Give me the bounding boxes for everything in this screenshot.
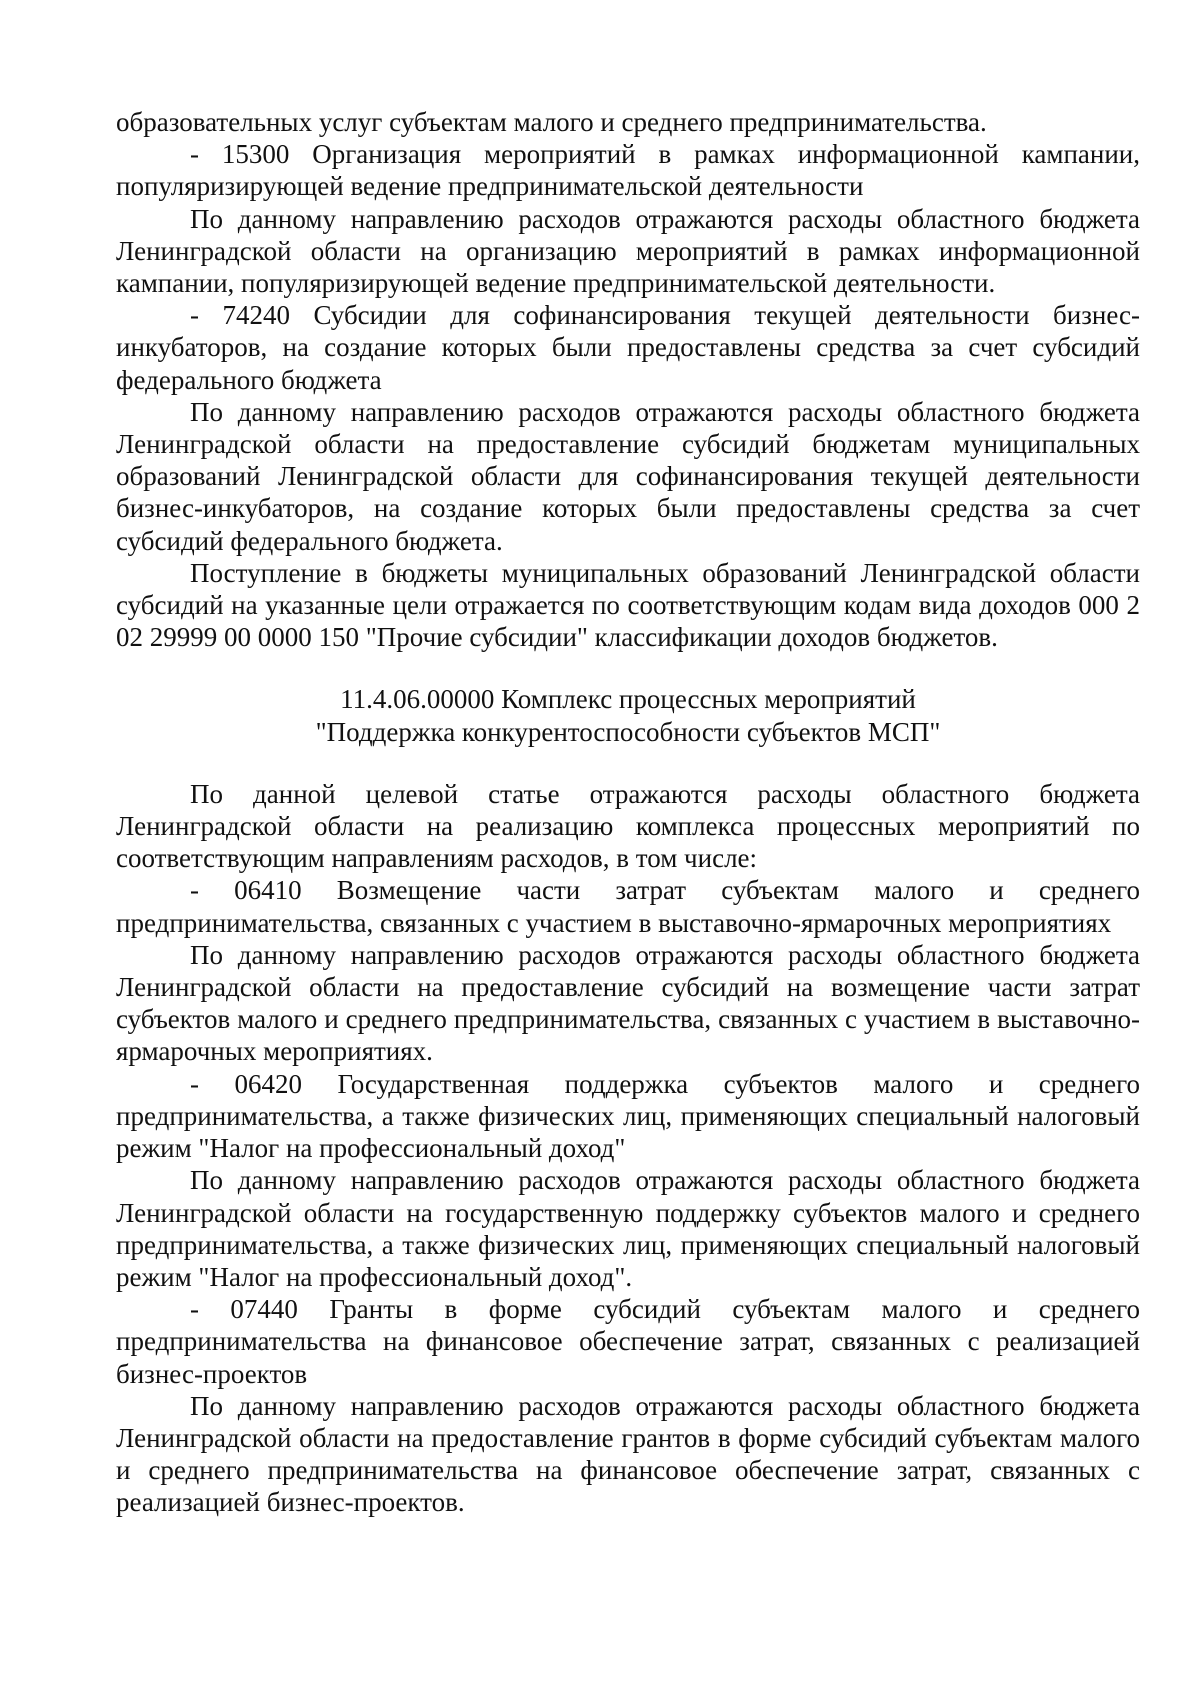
expense-item-74240: - 74240 Субсидии для софинансирования текущей деятельности бизнес-инкубаторов, на создание которых были предоставлены средства за счет субсидий федерального бюджета: [116, 300, 1140, 395]
expense-item-15300: - 15300 Организация мероприятий в рамках информационной кампании, популяризирующей ведение предпринимательской деятельности: [116, 139, 1140, 202]
expense-item-07440: - 07440 Гранты в форме субсидий субъектам малого и среднего предпринимательства на финансовое обеспечение затрат, связанных с реализацией бизнес-проектов: [116, 1294, 1140, 1389]
expense-description-06410: По данному направлению расходов отражаются расходы областного бюджета Ленинградской области на предоставление субсидий на возмещение части затрат субъектов малого и среднего предпринимательства, связанных с участием в выставочно-ярмарочных мероприятиях.: [116, 939, 1140, 1067]
expense-description-74240: По данному направлению расходов отражаются расходы областного бюджета Ленинградской области на предоставление субсидий бюджетам муниципальных образований Ленинградской области для софинансирования текущей деятельности бизнес-инкубаторов, на создание которых были предоставлены средства за счет субсидий федерального бюджета.: [116, 396, 1140, 556]
section-heading-code: 11.4.06.00000 Комплекс процессных мероприятий: [340, 684, 916, 715]
expense-description-15300: По данному направлению расходов отражаются расходы областного бюджета Ленинградской области на организацию мероприятий в рамках информационной кампании, популяризирующей ведение предпринимательской деятельности.: [116, 203, 1140, 299]
section-intro-paragraph: По данной целевой статье отражаются расходы областного бюджета Ленинградской области на реализацию комплекса процессных мероприятий по соответствующим направлениям расходов, в том числе:: [116, 778, 1140, 874]
revenue-note-paragraph: Поступление в бюджеты муниципальных образований Ленинградской области субсидий на указанные цели отражается по соответствующим кодам вида доходов 000 2 02 29999 00 0000 150 "Прочие субсидии" классификации доходов бюджетов.: [116, 557, 1140, 653]
section-heading-title: "Поддержка конкурентоспособности субъектов МСП": [315, 716, 941, 747]
document-page: [116, 106, 1140, 1519]
expense-item-06410: - 06410 Возмещение части затрат субъектам малого и среднего предпринимательства, связанных с участием в выставочно-ярмарочных мероприятиях: [116, 875, 1140, 938]
section-heading: [116, 683, 1140, 747]
paragraph-continuation: образовательных услуг субъектам малого и среднего предпринимательства.: [116, 107, 987, 137]
expense-description-06420: По данному направлению расходов отражаются расходы областного бюджета Ленинградской области на государственную поддержку субъектов малого и среднего предпринимательства, а также физических лиц, применяющих специальный налоговый режим "Налог на профессиональный доход".: [116, 1165, 1140, 1292]
expense-item-06420: - 06420 Государственная поддержка субъектов малого и среднего предпринимательства, а также физических лиц, применяющих специальный налоговый режим "Налог на профессиональный доход": [116, 1068, 1140, 1164]
expense-description-07440: По данному направлению расходов отражаются расходы областного бюджета Ленинградской области на предоставление грантов в форме субсидий субъектам малого и среднего предпринимательства на финансовое обеспечение затрат, связанных с реализацией бизнес-проектов.: [116, 1390, 1140, 1518]
